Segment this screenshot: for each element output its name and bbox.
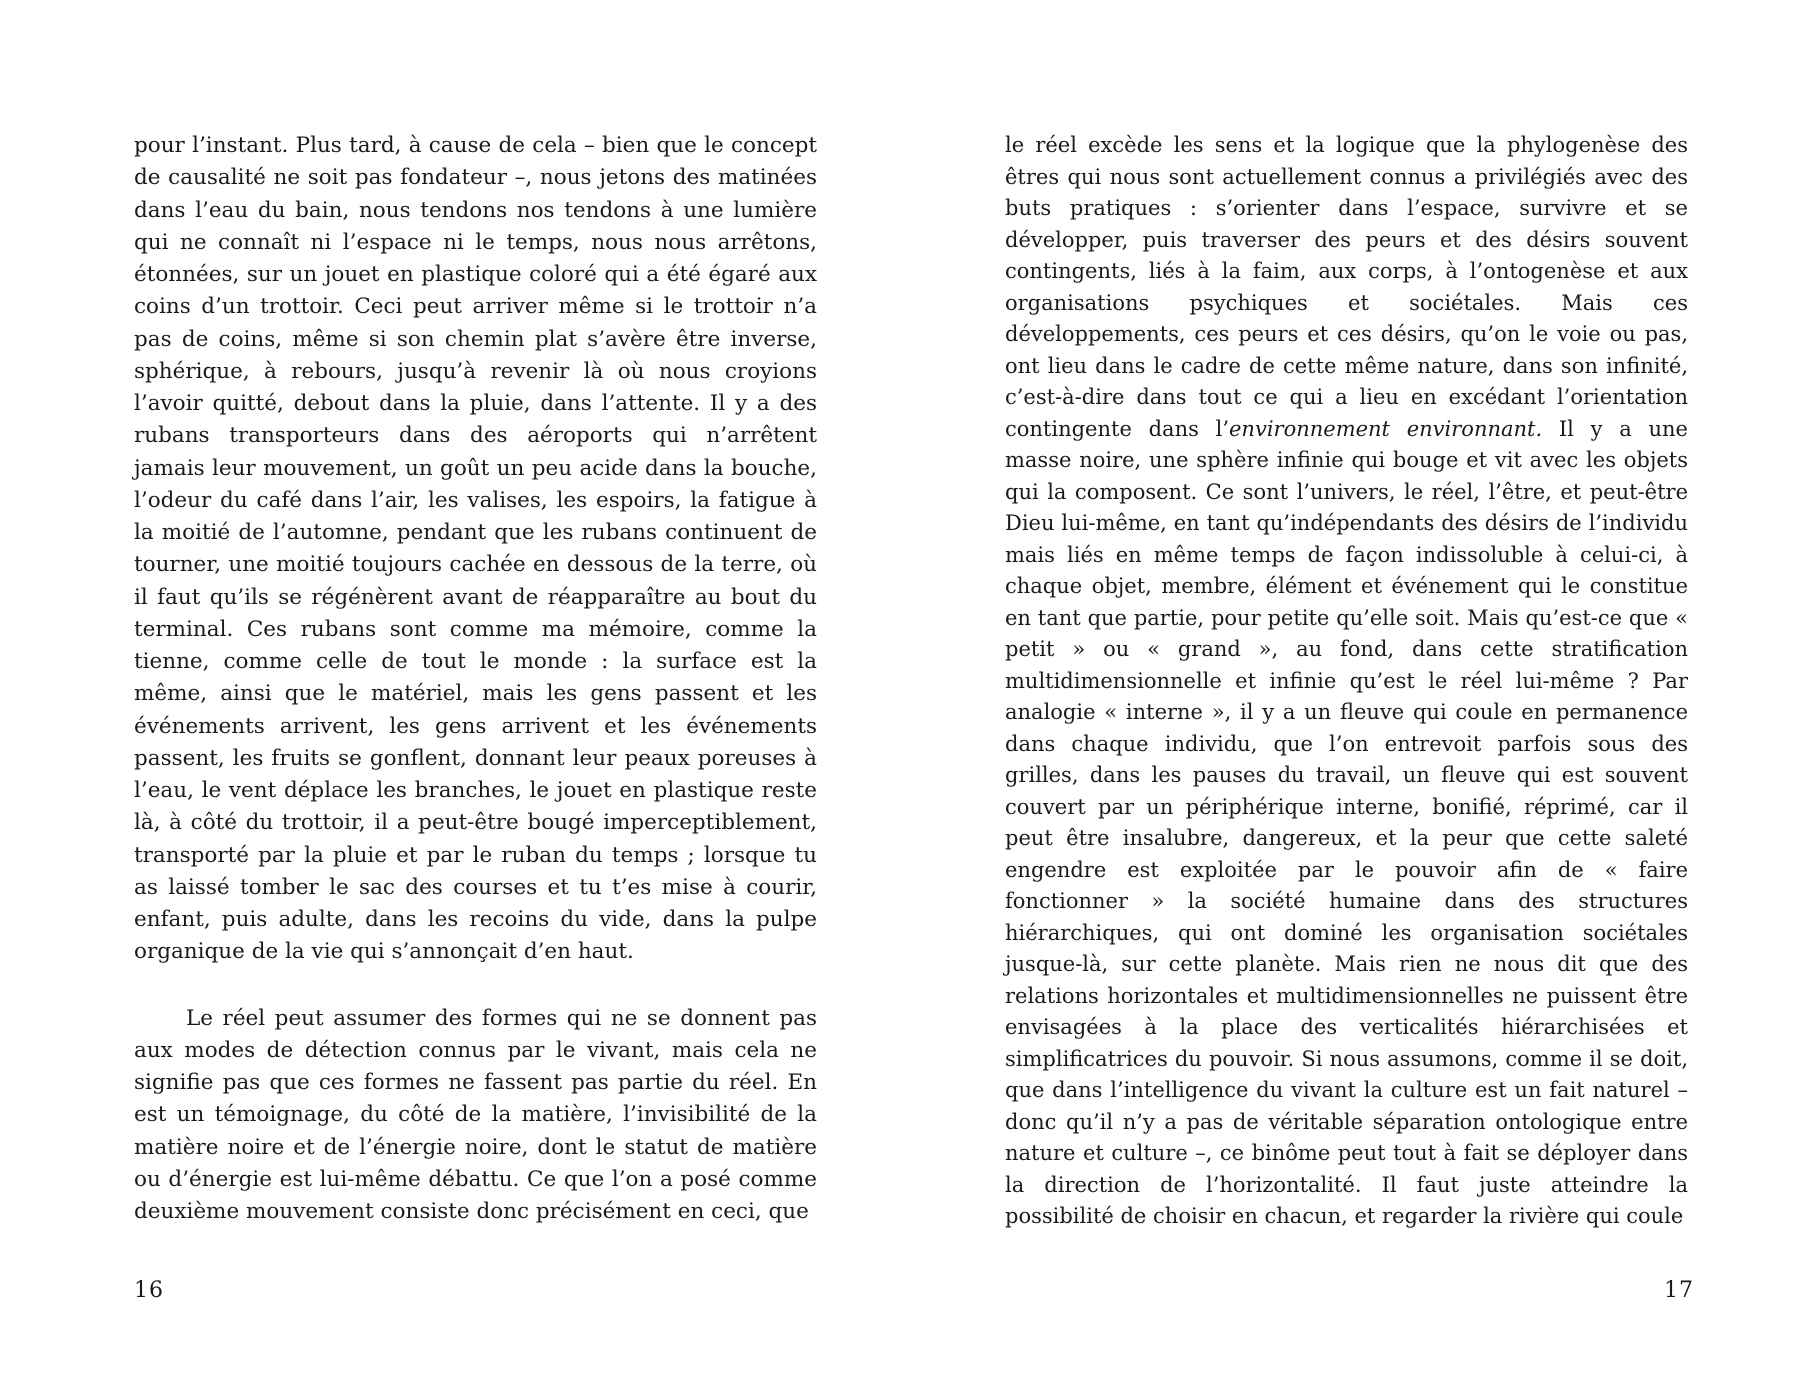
page-number: 16 [134, 1278, 164, 1303]
right-page-text [1005, 130, 1688, 1233]
page-number: 17 [1664, 1278, 1694, 1303]
paragraph [1005, 130, 1688, 1233]
right-page [905, 0, 1810, 1378]
paragraph-text-part2: Il y a une masse noire, une sphère infinie qui bouge et vit avec les objets qui la composent. Ce sont l’univers, le réel, l’être, et peut-être Dieu lui-même, en tant qu’indépendants des désirs de l’individu mais liés en même temps de façon indissoluble à celui-ci, à chaque objet, membre, élément et événement qui le constitue en tant que partie, pour petite qu’elle soit. Mais qu’est-ce que « petit » ou « grand », au fond, dans cette stratification multidimensionnelle et infinie qu’est le réel lui-même ? Par analogie « interne », il y a un fleuve qui coule en permanence dans chaque individu, que l’on entrevoit parfois sous des grilles, dans les pauses du travail, un fleuve qui est souvent couvert par un périphérique interne, bonifié, réprimé, car il peut être insalubre, dangereux, et la peur que cette saleté engendre est exploitée par le pouvoir afin de « faire fonctionner » la société humaine dans des structures hiérarchiques, qui ont dominé les organisation sociétales jusque-là, sur cette planète. Mais rien ne nous dit que des relations horizontales et multidimensionnelles ne puissent être envisagées à la place des verticalités hiérarchisées et simplificatrices du pouvoir. Si nous assumons, comme il se doit, que dans l’intelligence du vivant la culture est un fait naturel – donc qu’il n’y a pas de véritable séparation ontologique entre nature et culture –, ce binôme peut tout à fait se déployer dans la direction de l’horizontalité. Il faut juste atteindre la possibilité de choisir en chacun, et regarder la rivière qui coule [1005, 416, 1688, 1228]
paragraph: pour l’instant. Plus tard, à cause de cela – bien que le concept de causalité ne soit pas fondateur –, nous jetons des matinées dans l’eau du bain, nous tendons nos tendons à une lumière qui ne connaît ni l’espace ni le temps, nous nous arrêtons, étonnées, sur un jouet en plastique coloré qui a été égaré aux coins d’un trottoir. Ceci peut arriver même si le trottoir n’a pas de coins, même si son chemin plat s’avère être inverse, sphérique, à rebours, jusqu’à revenir là où nous croyions l’avoir quitté, debout dans la pluie, dans l’attente. Il y a des rubans transporteurs dans des aéroports qui n’arrêtent jamais leur mouvement, un goût un peu acide dans la bouche, l’odeur du café dans l’air, les valises, les espoirs, la fatigue à la moitié de l’automne, pendant que les rubans continuent de tourner, une moitié toujours cachée en dessous de la terre, où il faut qu’ils se régénèrent avant de réapparaître au bout du terminal. Ces rubans sont comme ma mémoire, comme la tienne, comme celle de tout le monde : la surface est la même, ainsi que le matériel, mais les gens passent et les événements arrivent, les gens arrivent et les événements passent, les fruits se gonflent, donnant leur peaux poreuses à l’eau, le vent déplace les branches, le jouet en plastique reste là, à côté du trottoir, il a peut-être bougé imperceptiblement, transporté par la pluie et par le ruban du temps ; lorsque tu as laissé tomber le sac des courses et tu t’es mise à courir, enfant, puis adulte, dans les recoins du vide, dans la pulpe organique de la vie qui s’annonçait d’en haut. [134, 133, 817, 965]
italic-phrase: environnement environnant. [1229, 416, 1543, 441]
paragraph-text-part1: le réel excède les sens et la logique que la phylogenèse des êtres qui nous sont actuellement connus a privilégiés avec des buts pratiques : s’orienter dans l’espace, survivre et se développer, puis traverser des peurs et des désirs souvent contingents, liés à la faim, aux corps, à l’ontogenèse et aux organisations psychiques et sociétales. Mais ces développements, ces peurs et ces désirs, qu’on le voie ou pas, ont lieu dans le cadre de cette même nature, dans son infinité, c’est-à-dire dans tout ce qui a lieu en excédant l’orientation contingente dans l’ [1005, 133, 1688, 441]
paragraph: Le réel peut assumer des formes qui ne se donnent pas aux modes de détection connus par le vivant, mais cela ne signifie pas que ces formes ne fassent pas partie du réel. En est un témoignage, du côté de la matière, l’invisibilité de la matière noire et de l’énergie noire, dont le statut de matière ou d’énergie est lui-même débattu. Ce que l’on a posé comme deuxième mouvement consiste donc précisément en ceci, que [134, 1005, 817, 1224]
left-page-text [134, 130, 817, 1228]
left-page [0, 0, 905, 1378]
